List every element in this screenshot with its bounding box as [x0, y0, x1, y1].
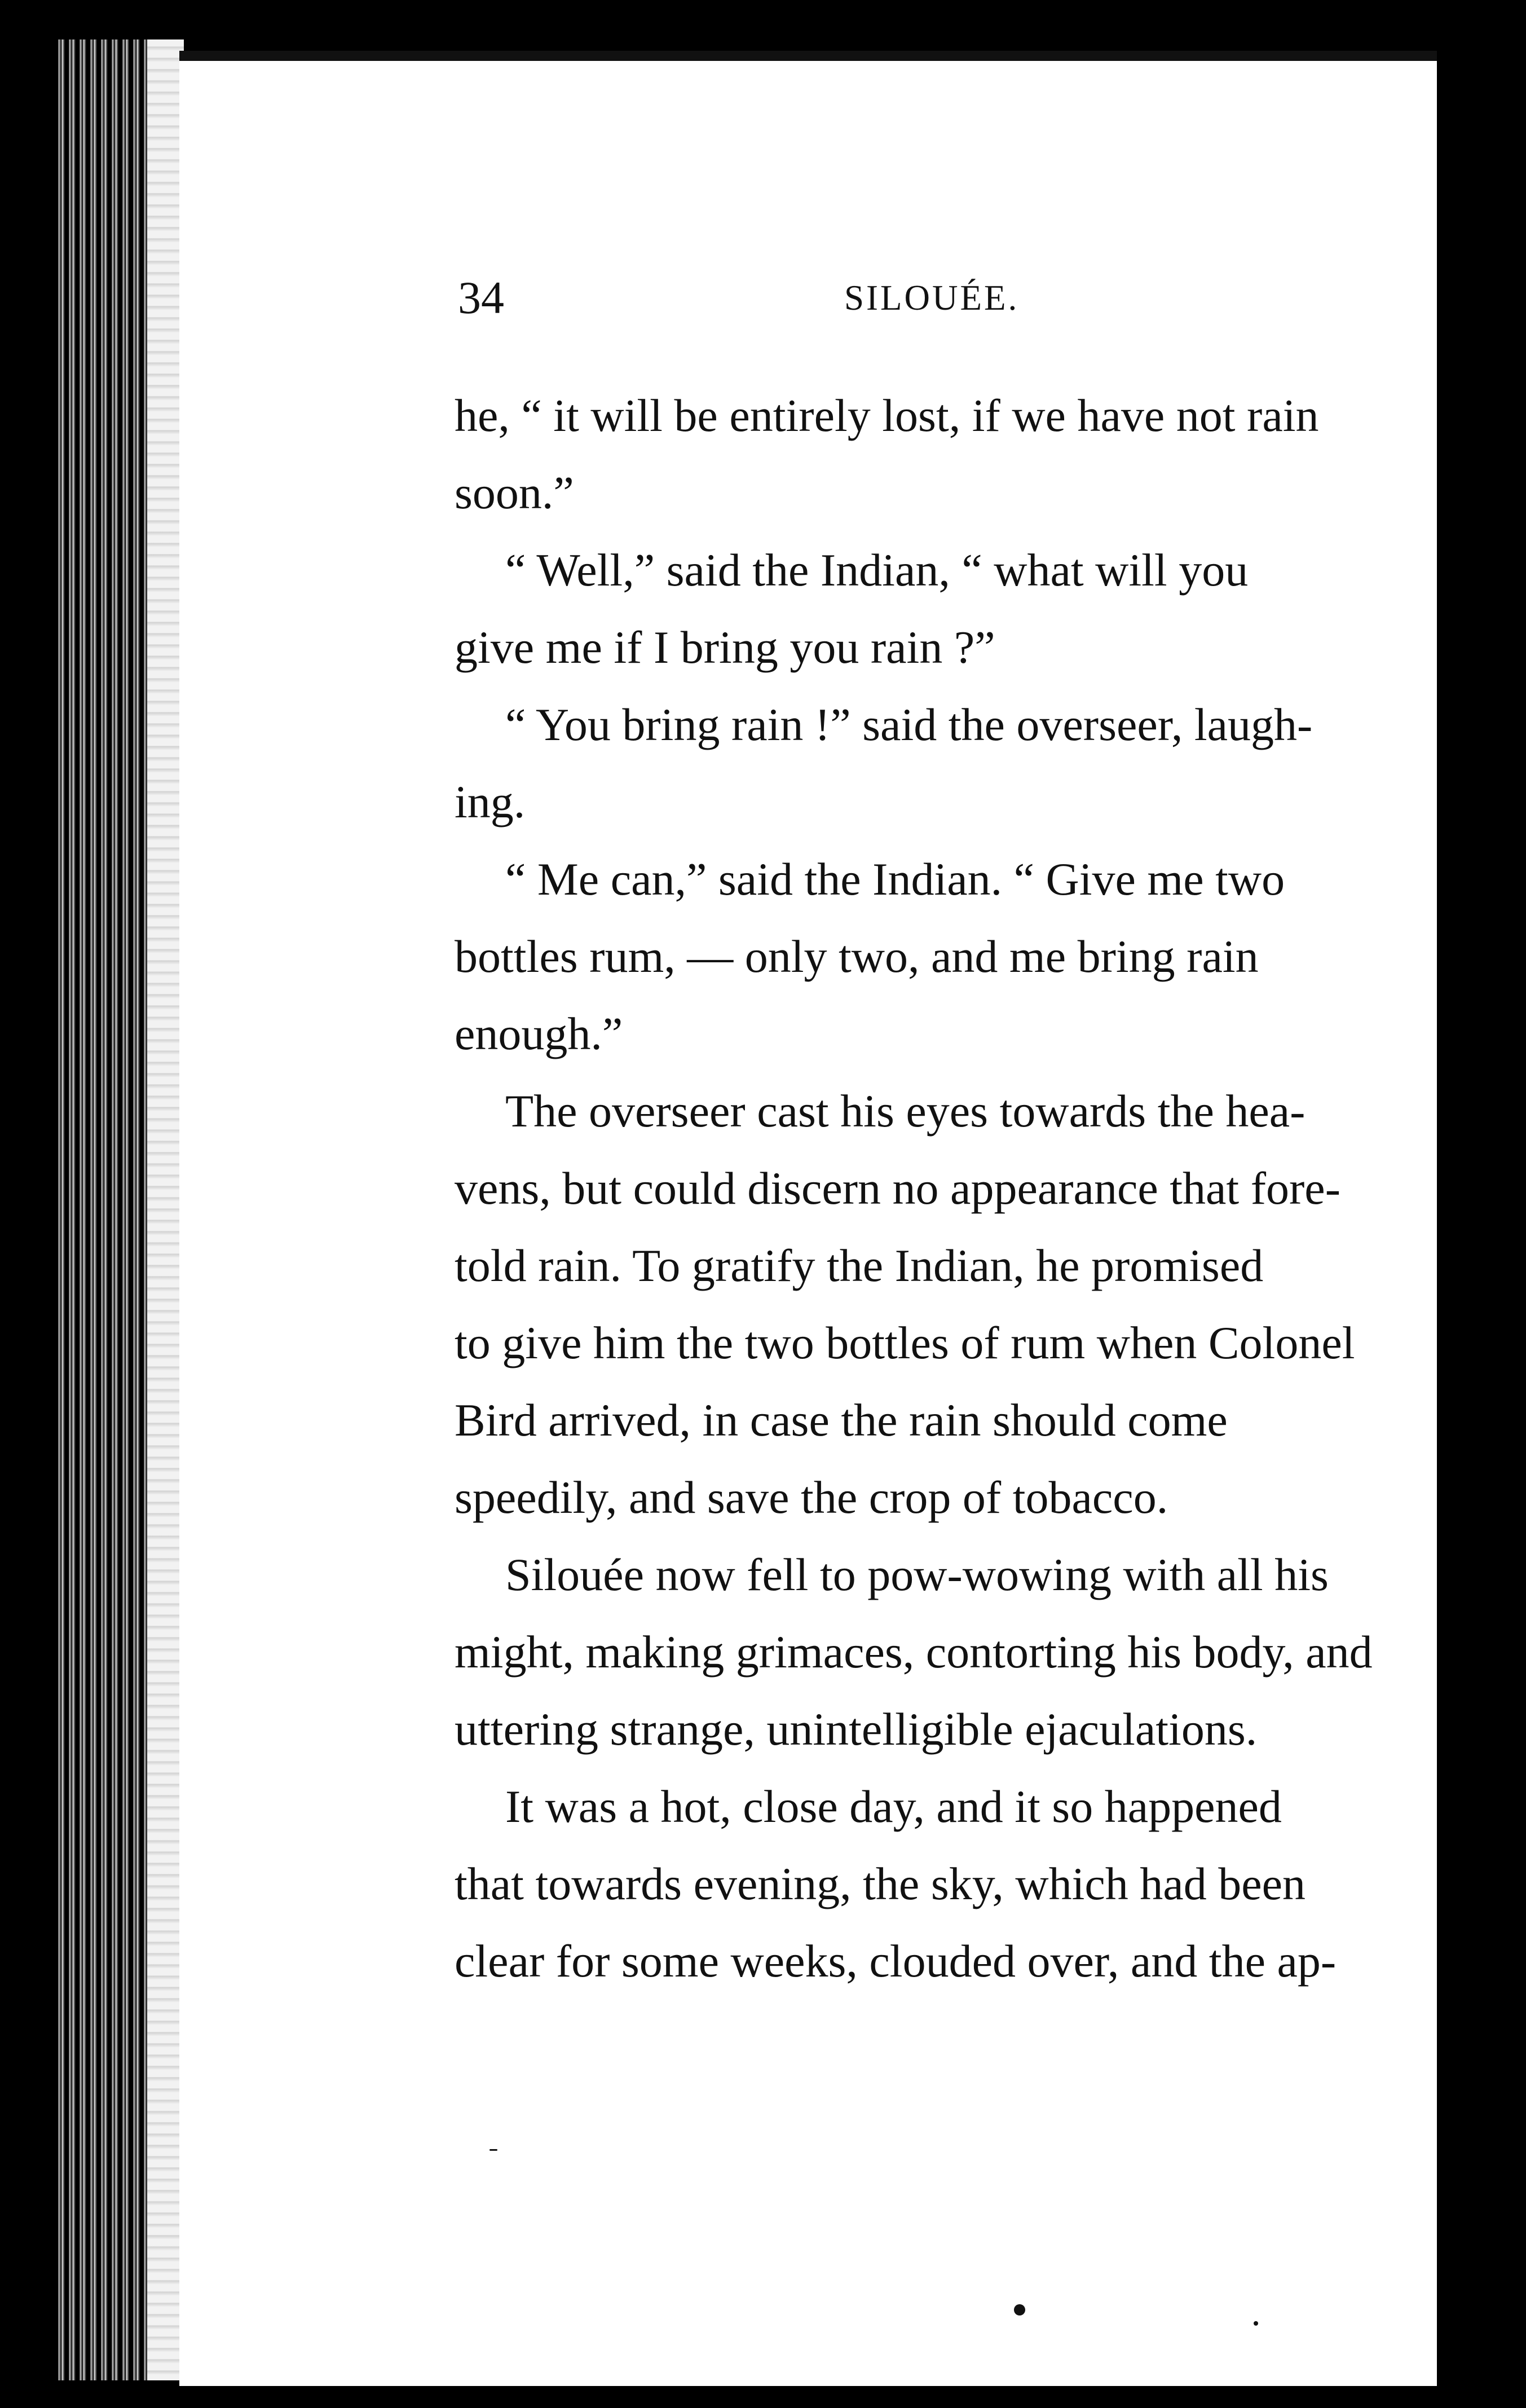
text-line-20: that towards evening, the sky, which had been	[455, 1858, 1306, 1909]
ink-speck	[1014, 2304, 1025, 2315]
text-line-8: bottles rum, — only two, and me bring rain	[455, 931, 1259, 982]
text-line-12: told rain. To gratify the Indian, he promised	[455, 1240, 1264, 1291]
text-line-21: clear for some weeks, clouded over, and the ap-	[455, 1935, 1337, 1987]
text-line-15: speedily, and save the crop of tobacco.	[455, 1472, 1168, 1523]
ink-speck	[179, 56, 1437, 61]
running-head	[458, 264, 1022, 332]
ink-speck	[489, 2149, 497, 2151]
text-line-17: might, making grimaces, contorting his body, and	[455, 1626, 1373, 1678]
text-line-18: uttering strange, unintelligible ejaculations.	[455, 1703, 1258, 1755]
text-line-10: The overseer cast his eyes towards the hea-	[505, 1085, 1306, 1137]
page-text	[455, 377, 1408, 2000]
text-line-16: Silouée now fell to pow-wowing with all his	[505, 1549, 1329, 1600]
text-line-4: give me if I bring you rain ?”	[455, 622, 995, 673]
page-number: 34	[458, 272, 504, 323]
ink-speck	[1254, 2321, 1258, 2326]
left-page-edge	[54, 39, 184, 2380]
text-line-19: It was a hot, close day, and it so happened	[505, 1781, 1282, 1832]
text-line-13: to give him the two bottles of rum when Colonel	[455, 1317, 1355, 1368]
text-line-7: “ Me can,” said the Indian. “ Give me two	[505, 853, 1285, 905]
text-line-2: soon.”	[455, 467, 574, 518]
text-line-11: vens, but could discern no appearance that fore-	[455, 1163, 1341, 1214]
text-line-1: he, “ it will be entirely lost, if we have not rain	[455, 390, 1319, 441]
text-line-9: enough.”	[455, 1008, 623, 1059]
text-line-3: “ Well,” said the Indian, “ what will you	[505, 544, 1249, 596]
running-title: SILOUÉE.	[844, 278, 1020, 318]
text-line-5: “ You bring rain !” said the overseer, laugh-	[505, 699, 1313, 750]
text-line-14: Bird arrived, in case the rain should come	[455, 1394, 1228, 1446]
right-scan-shadow	[1437, 51, 1526, 2397]
text-line-6: ing.	[455, 776, 526, 827]
